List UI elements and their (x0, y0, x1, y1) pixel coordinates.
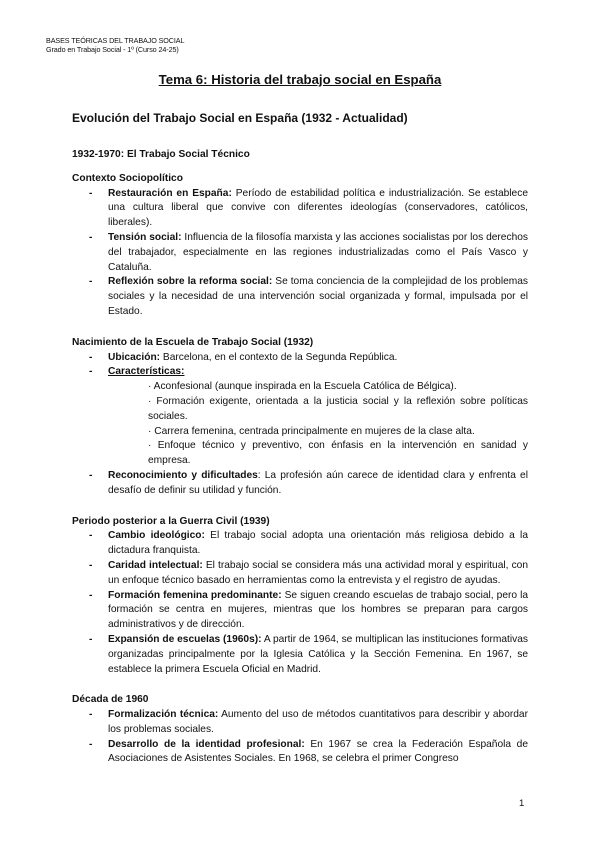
list-decada-1960 (72, 708, 528, 767)
list-guerra-civil (72, 529, 528, 677)
heading-decada-1960: Década de 1960 (72, 694, 149, 706)
period-title: 1932-1970: El Trabajo Social Técnico (72, 149, 250, 160)
sublist-item: · Carrera femenina, centrada principalmente en mujeres de la clase alta. (148, 425, 475, 437)
list-item: - Reconocimiento y dificultades: La profesión aún carece de identidad clara y enfrenta el desafío de definir su utilidad y función. (72, 469, 528, 499)
heading-nacimiento: Nacimiento de la Escuela de Trabajo Social (1932) (72, 336, 314, 348)
list-item: - Desarrollo de la identidad profesional: En 1967 se crea la Federación Española de Asociaciones de Asistentes Sociales. En 1968, se celebra el primer Congreso (72, 738, 528, 768)
list-item: - Restauración en España: Período de estabilidad política e industrialización. Se establece una cultura liberal que convive con diferentes ideologías (conservadores, católicos, liberales). (72, 187, 528, 231)
list-item: - Caridad intelectual: El trabajo social se considera más una actividad moral y espiritual, con un enfoque técnico basado en herramientas como la entrevista y el registro de ayudas. (72, 559, 528, 589)
heading-guerra-civil: Periodo posterior a la Guerra Civil (1939) (72, 515, 270, 527)
sublist-caracteristicas (108, 380, 528, 469)
list-item: - Cambio ideológico: El trabajo social adopta una orientación más religiosa debido a la dictadura franquista. (72, 529, 528, 559)
document-body (72, 148, 528, 767)
list-item: - Expansión de escuelas (1960s): A partir de 1964, se multiplican las instituciones formativas organizadas principalmente por la Iglesia Católica y la Sección Femenina. En 1967, se establece la primera Escuela Oficial en Madrid. (72, 633, 528, 677)
header-degree: Grado en Trabajo Social - 1º (Curso 24-25) (46, 45, 179, 54)
sublist-item: · Aconfesional (aunque inspirada en la Escuela Católica de Bélgica). (148, 381, 457, 393)
list-item: - Formación femenina predominante: Se siguen creando escuelas de trabajo social, pero la formación se centra en mujeres, mientras que los hombres se preparan para cargos administrativos y de dirección. (72, 589, 528, 633)
sublist-item: · Enfoque técnico y preventivo, con énfasis en la intervención en sanidad y empresa. (148, 440, 528, 467)
section-title: Evolución del Trabajo Social en España (1932 - Actualidad) (72, 111, 408, 125)
list-item: - Reflexión sobre la reforma social: Se toma conciencia de la complejidad de los problemas sociales y la necesidad de una intervención social organizada y formal, impulsada por el Estado. (72, 275, 528, 319)
list-item: - Ubicación: Barcelona, en el contexto de la Segunda República. (72, 351, 528, 366)
document-title: Tema 6: Historia del trabajo social en España (158, 72, 442, 87)
heading-contexto: Contexto Sociopolítico (72, 172, 183, 184)
sublist-item: · Formación exigente, orientada a la justicia social y la reflexión sobre políticas sociales. (148, 395, 528, 422)
list-contexto (72, 187, 528, 320)
list-item: - Formalización técnica: Aumento del uso de métodos cuantitativos para describir y abordar los problemas sociales. (72, 708, 528, 738)
list-item: - Tensión social: Influencia de la filosofía marxista y las acciones socialistas por los derechos del trabajador, especialmente en las regiones industrializadas como el País Vasco y Cataluña. (72, 231, 528, 275)
header-course: BASES TEÓRICAS DEL TRABAJO SOCIAL (46, 36, 185, 45)
list-item: - Características: · Aconfesional (aunque inspirada en la Escuela Católica de Bélgica). · Formación exigente, orientada a la justicia social y la reflexión sobre políticas sociales. · Carrera femenina, centrada principalmente en mujeres de la clase alta. · Enfoque técnico y preventivo, con énfasis en la intervención en sanidad y empresa. (72, 365, 528, 469)
list-nacimiento (72, 351, 528, 499)
page-number: 1 (519, 798, 525, 809)
running-header (46, 36, 184, 54)
